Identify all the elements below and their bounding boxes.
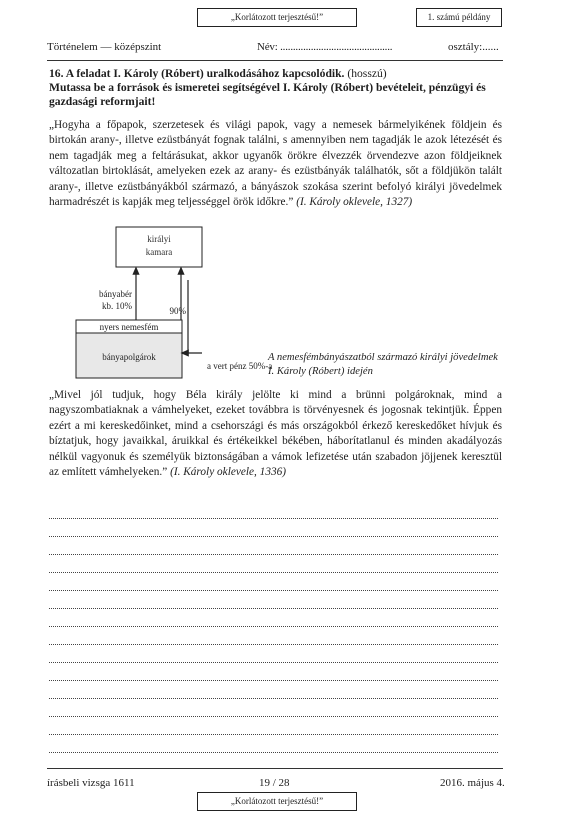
restricted-label-bottom: „Korlátozott terjesztésű!”	[197, 792, 357, 811]
answer-line[interactable]	[49, 572, 498, 573]
answer-line[interactable]	[49, 608, 498, 609]
answer-line[interactable]	[49, 734, 498, 735]
source-1	[49, 118, 502, 210]
minted-coin-label: a vert pénz 50%-a	[207, 361, 273, 371]
exam-date: 2016. május 4.	[440, 777, 505, 789]
answer-line[interactable]	[49, 716, 498, 717]
mining-citizens-label: bányapolgárok	[102, 352, 156, 362]
source-1-citation: (I. Károly oklevele, 1327)	[296, 196, 413, 209]
answer-line[interactable]	[49, 518, 498, 519]
subject-label: Történelem — középszint	[47, 41, 162, 53]
task-title-note: (hosszú)	[344, 67, 387, 80]
footer-rule	[47, 768, 503, 769]
raw-metal-label: nyers nemesfém	[99, 322, 159, 332]
answer-line[interactable]	[49, 626, 498, 627]
answer-line[interactable]	[49, 644, 498, 645]
source-2	[49, 388, 502, 480]
header-rule	[47, 60, 503, 61]
answer-line[interactable]	[49, 680, 498, 681]
king-chamber-line2: kamara	[145, 247, 173, 257]
copy-number-label: 1. számú példány	[416, 8, 502, 27]
answer-line[interactable]	[49, 536, 498, 537]
answer-line[interactable]	[49, 590, 498, 591]
diagram-caption: A nemesfémbányászatból származó királyi jövedelmek I. Károly (Róbert) idején	[268, 352, 498, 377]
task-instruction: Mutassa be a források és ismeretei segítségével I. Károly (Róbert) bevételeit, pénzügyi és gazdasági reformjait!	[49, 81, 486, 108]
answer-line[interactable]	[49, 698, 498, 699]
mine-wage-line1: bányabér	[99, 289, 132, 299]
answer-line[interactable]	[49, 662, 498, 663]
source-1-text: „Hogyha a főpapok, szerzetesek és világi papok, vagy a nemesek bármelyikének földjein és birtokán arany-, illetve ezüstbányát fognak találni, s amennyiben nem tagadják le azok létezését és nem tagadják meg a feltárásukat, akkor ugyanők örökre élvezzék örvendezve azon földjeiknek változatlan birtoklását, amelyeken ezek az arany- és ezüstbányák találhatók, sőt a földjükön talált arany-, illetve ezüstbányákból származó, a bányászok szokása szerint befolyó királyi jövedelmek harmadrészét is kapják meg teljességgel örök időkre.”	[49, 119, 502, 209]
page-number: 19 / 28	[259, 777, 290, 789]
mine-wage-line2: kb. 10%	[102, 301, 132, 311]
class-field: osztály:......	[448, 41, 499, 53]
restricted-label-top: „Korlátozott terjesztésű!”	[197, 8, 357, 27]
revenue-diagram	[70, 222, 295, 386]
ninety-label: 90%	[169, 306, 186, 316]
king-chamber-line1: királyi	[147, 234, 171, 244]
exam-label: írásbeli vizsga 1611	[47, 777, 135, 789]
answer-line[interactable]	[49, 554, 498, 555]
source-2-citation: (I. Károly oklevele, 1336)	[170, 466, 287, 479]
name-field: Név: ............................................	[257, 41, 393, 53]
answer-line[interactable]	[49, 752, 498, 753]
source-2-text: „Mivel jól tudjuk, hogy Béla király jelölte ki mind a brünni polgároknak, mind a nagyszombatiaknak a vámhelyeket, ezeket továbbra is törvényesnek és jogosnak tekintjük. Éppen ezért a mi kereskedőinket, mind a csehországi és más országokból érkező kereskedőket hívjuk és bíztatjuk, hogy javaikkal, áruikkal és értékeikkel békében, háborítatlanul és minden akadályozás nélkül vagyonuk és személyük biztonságában a vámok lefizetése után szabadon jöjjenek keresztül az említett vámhelyeken.”	[49, 389, 502, 479]
task-heading	[49, 67, 503, 81]
task-title: 16. A feladat I. Károly (Róbert) uralkodásához kapcsolódik.	[49, 67, 345, 80]
